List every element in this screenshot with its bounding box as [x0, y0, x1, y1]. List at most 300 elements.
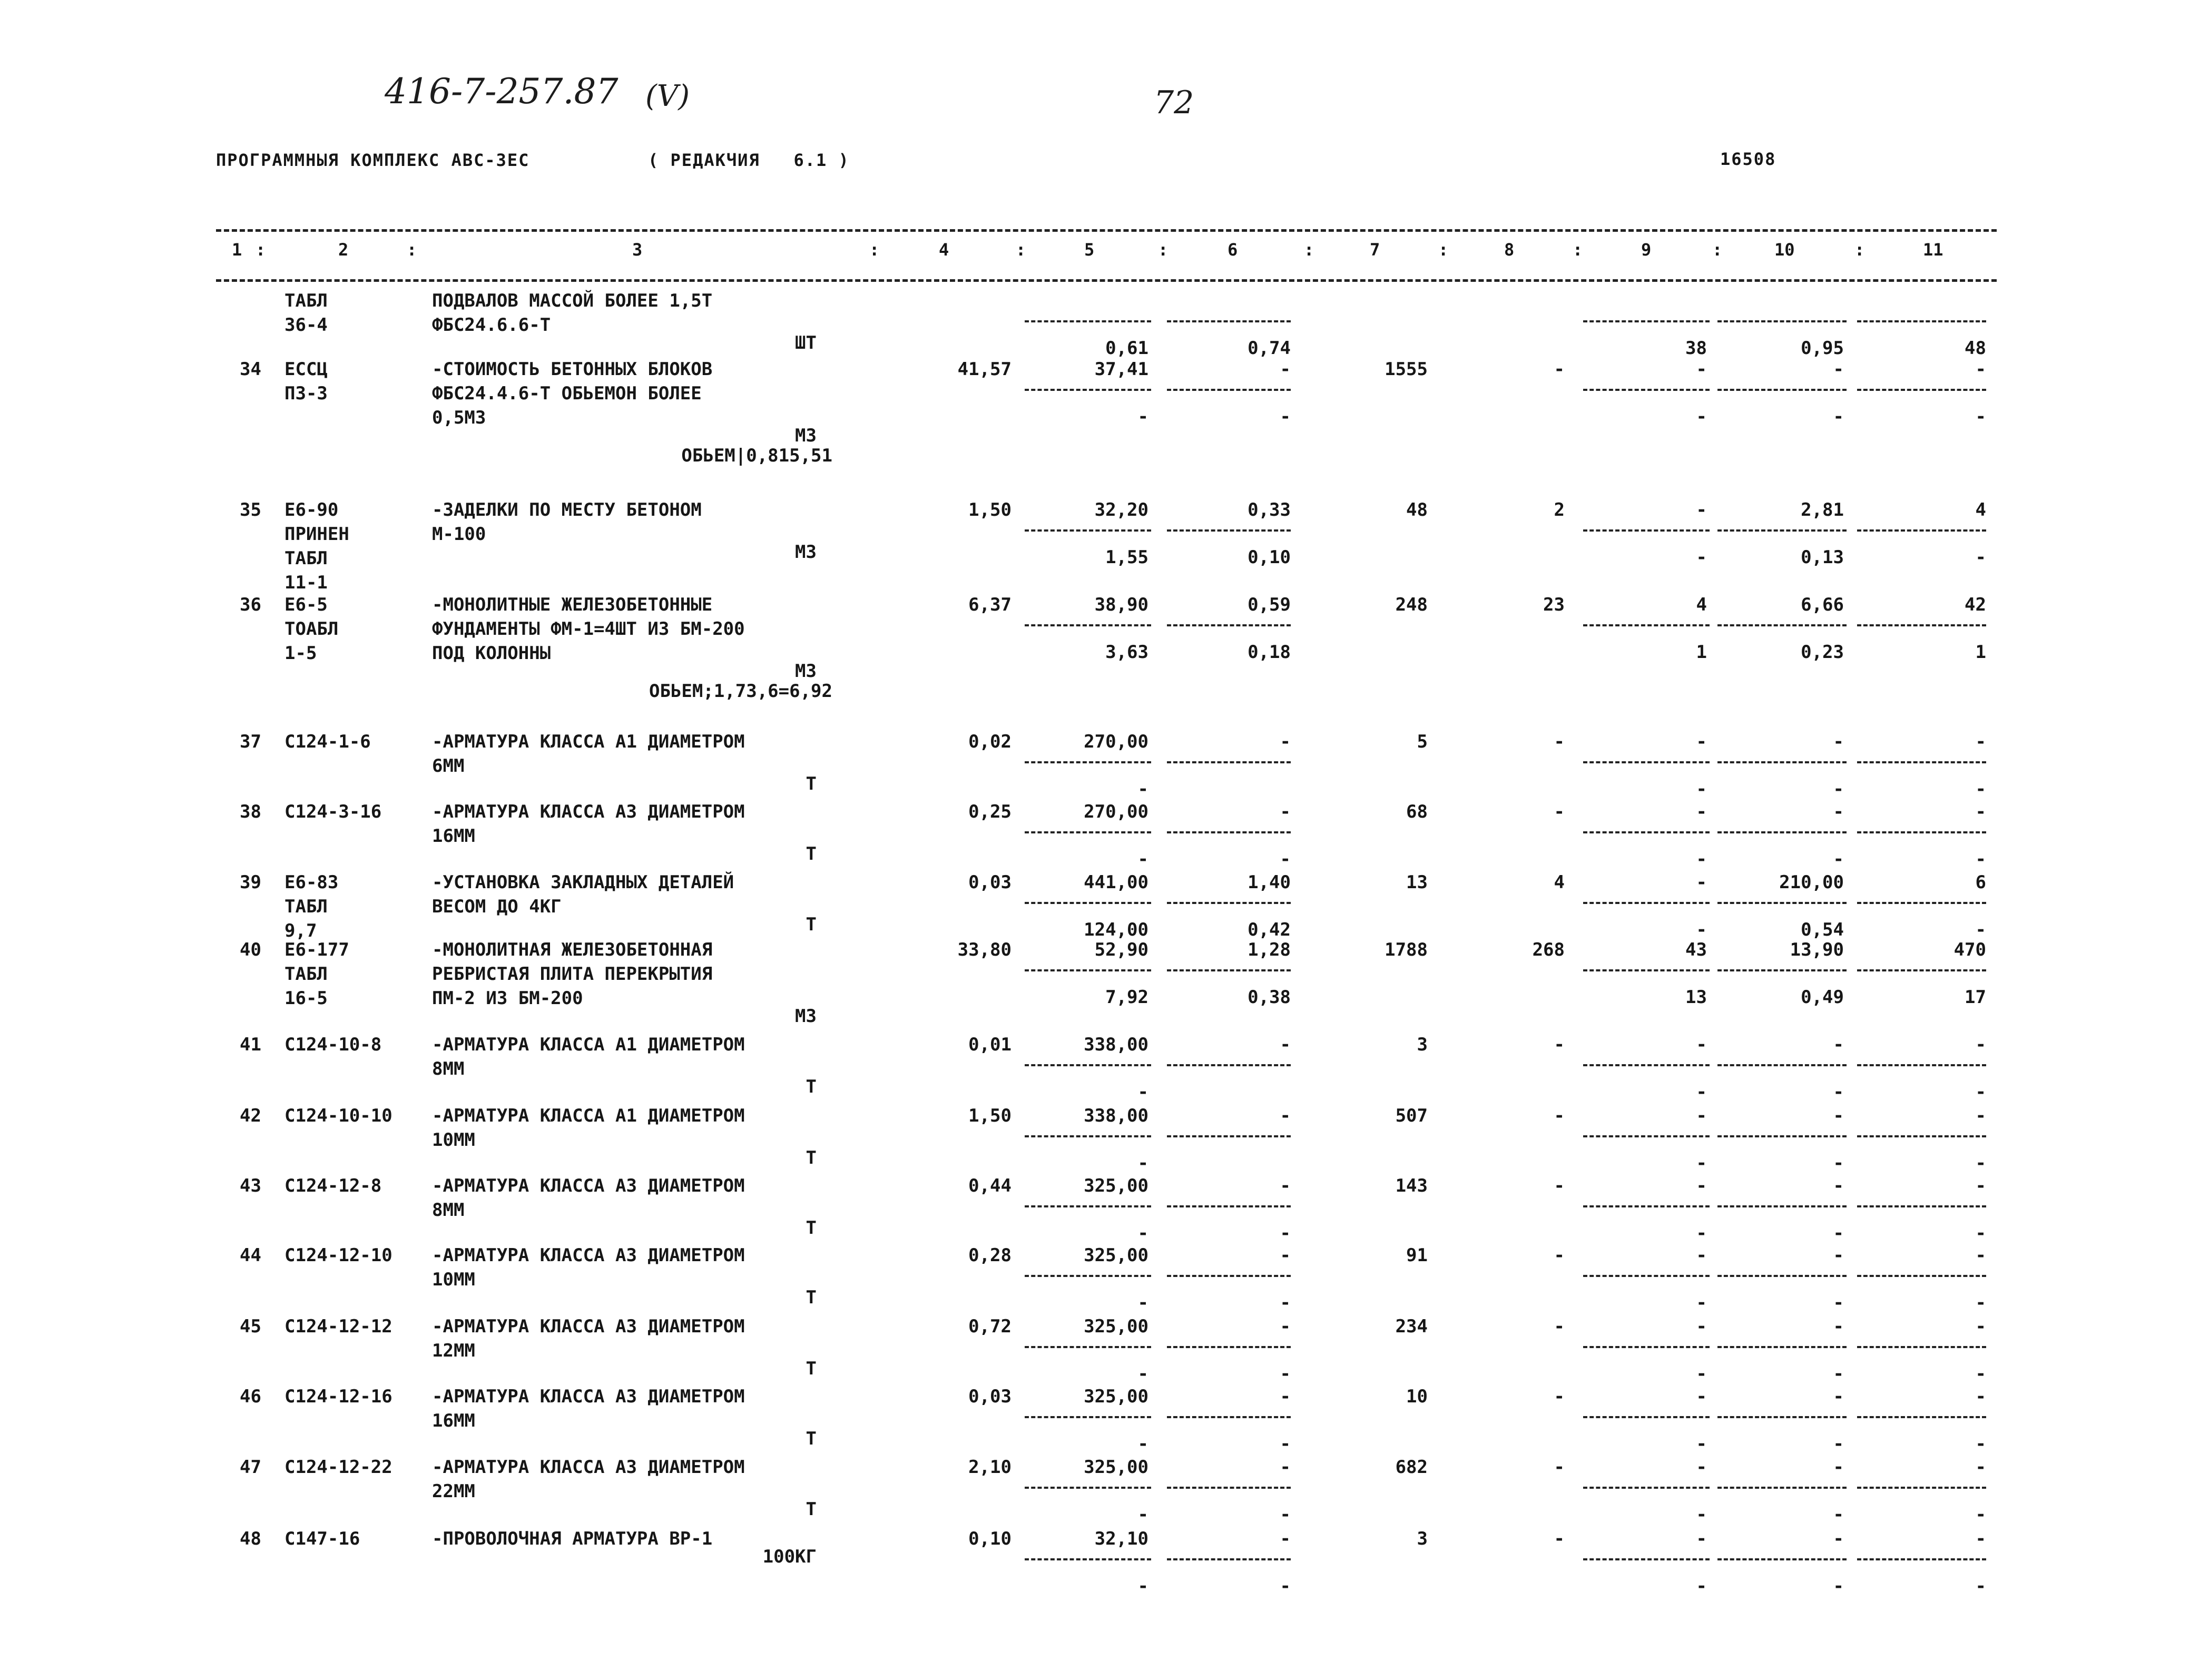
col5-separator [1025, 389, 1151, 391]
document-number: 16508 [1720, 149, 1776, 169]
col5-separator [1025, 1346, 1151, 1348]
cell-col10: - [1833, 1034, 1844, 1055]
cell-col10-sub: - [1833, 406, 1844, 427]
column-numbers: 1 : 2 : 3 : 4 : 5 : 6 : 7 : 8 : 9 : 10 : 11 [232, 240, 1943, 260]
cell-col7: 682 [1395, 1457, 1428, 1478]
row-description: 8ММ [432, 1200, 465, 1221]
col9-separator [1583, 1416, 1710, 1418]
cell-col9: - [1696, 731, 1707, 752]
row-description: -ПРОВОЛОЧНАЯ АРМАТУРА ВР-1 [432, 1528, 713, 1549]
cell-col10: 2,81 [1801, 499, 1844, 520]
col11-separator [1857, 1275, 1986, 1277]
row-description: -АРМАТУРА КЛАССА А1 ДИАМЕТРОМ [432, 731, 745, 752]
col9-separator [1583, 761, 1710, 763]
row-unit: Т [806, 1358, 817, 1379]
col6-separator [1167, 1416, 1291, 1418]
row-number: 48 [240, 1528, 261, 1549]
cell-col5: 270,00 [1084, 801, 1148, 822]
page-number: 72 [1154, 84, 1194, 121]
cell-col4: 33,80 [957, 939, 1012, 960]
cell-col8: - [1554, 359, 1565, 380]
col9-separator [1583, 902, 1710, 904]
row-code: С124-1-6 [284, 731, 371, 752]
row-description: -АРМАТУРА КЛАССА А3 ДИАМЕТРОМ [432, 1245, 745, 1266]
col11-separator [1857, 831, 1986, 833]
cell-col7: 248 [1395, 594, 1428, 615]
col5-separator [1025, 1275, 1151, 1277]
col5-separator [1025, 529, 1151, 532]
cell-col9-sub: 38 [1685, 338, 1707, 359]
col9-separator [1583, 389, 1710, 391]
col11-separator [1857, 1205, 1986, 1207]
cell-col9: 4 [1696, 594, 1707, 615]
cell-col10-sub: 0,13 [1801, 547, 1844, 568]
cell-col11: - [1975, 731, 1986, 752]
cell-col9-sub: - [1696, 779, 1707, 800]
cell-col5: 325,00 [1084, 1457, 1148, 1478]
row-number: 35 [240, 499, 261, 520]
cell-col8: - [1554, 731, 1565, 752]
cell-col10-sub: - [1833, 1082, 1844, 1103]
row-code: Е6-83 [284, 872, 339, 893]
row-unit: Т [806, 773, 817, 794]
row-description: ПМ-2 ИЗ БМ-200 [432, 988, 583, 1009]
row-unit: М3 [795, 425, 817, 446]
cell-col7: 234 [1395, 1316, 1428, 1337]
col9-separator [1583, 1135, 1710, 1137]
row-code: С124-12-8 [284, 1175, 382, 1196]
row-unit: Т [806, 1287, 817, 1308]
cell-col9: - [1696, 1034, 1707, 1055]
col6-separator [1167, 1346, 1291, 1348]
col10-separator [1717, 389, 1847, 391]
row-description: 16ММ [432, 826, 475, 847]
col6-separator [1167, 320, 1291, 322]
col6-separator [1167, 389, 1291, 391]
row-code: ТАБЛ [284, 964, 328, 985]
col9-separator [1583, 1487, 1710, 1489]
cell-col9: - [1696, 1316, 1707, 1337]
cell-col10-sub: - [1833, 1504, 1844, 1525]
cell-col7: 10 [1406, 1386, 1428, 1407]
cell-col5-sub: - [1137, 1223, 1148, 1244]
cell-col7: 68 [1406, 801, 1428, 822]
cell-col4: 0,25 [968, 801, 1012, 822]
row-code: Е6-5 [284, 594, 328, 615]
cell-col11-sub: - [1975, 919, 1986, 940]
row-code: ТОАБЛ [284, 618, 339, 640]
cell-col8: 23 [1543, 594, 1565, 615]
cell-col11-sub: 48 [1965, 338, 1986, 359]
cell-col6: - [1280, 1457, 1291, 1478]
cell-col5-sub: - [1137, 1433, 1148, 1455]
col11-separator [1857, 902, 1986, 904]
cell-col5-sub: 1,55 [1105, 547, 1148, 568]
cell-col9-sub: - [1696, 1153, 1707, 1174]
cell-col9-sub: - [1696, 1082, 1707, 1103]
row-unit: Т [806, 1428, 817, 1449]
col11-separator [1857, 761, 1986, 763]
col5-separator [1025, 969, 1151, 971]
row-description: 8ММ [432, 1058, 465, 1079]
header-rule-bottom [216, 279, 1997, 282]
row-description: -АРМАТУРА КЛАССА А1 ДИАМЕТРОМ [432, 1105, 745, 1126]
row-description: -АРМАТУРА КЛАССА А3 ДИАМЕТРОМ [432, 1316, 745, 1337]
cell-col11-sub: - [1975, 1433, 1986, 1455]
cell-col4: 0,01 [968, 1034, 1012, 1055]
row-number: 42 [240, 1105, 261, 1126]
row-number: 43 [240, 1175, 261, 1196]
col6-separator [1167, 1205, 1291, 1207]
col10-separator [1717, 1275, 1847, 1277]
cell-col4: 0,03 [968, 1386, 1012, 1407]
column-10: 10 [1774, 240, 1795, 260]
cell-col10-sub: 0,95 [1801, 338, 1844, 359]
row-number: 47 [240, 1457, 261, 1478]
cell-col10: 210,00 [1779, 872, 1844, 893]
row-unit: М3 [795, 542, 817, 563]
cell-col4: 0,44 [968, 1175, 1012, 1196]
cell-col7: 91 [1406, 1245, 1428, 1266]
cell-col6-sub: 0,42 [1248, 919, 1291, 940]
cell-col5: 32,10 [1094, 1528, 1148, 1549]
cell-col4: 2,10 [968, 1457, 1012, 1478]
col10-separator [1717, 320, 1847, 322]
row-number: 44 [240, 1245, 261, 1266]
cell-col11: 470 [1953, 939, 1986, 960]
row-description: ПОДВАЛОВ МАССОЙ БОЛЕЕ 1,5Т [432, 290, 713, 311]
col11-separator [1857, 389, 1986, 391]
col10-separator [1717, 1135, 1847, 1137]
cell-col4: 0,10 [968, 1528, 1012, 1549]
cell-col9-sub: - [1696, 1504, 1707, 1525]
volume-mark: (V) [645, 79, 690, 113]
col6-separator [1167, 529, 1291, 532]
cell-col10: 6,66 [1801, 594, 1844, 615]
row-volume-note: ОБЬЕМ|0,815,51 [681, 445, 832, 466]
row-code: 16-5 [284, 988, 328, 1009]
cell-col6-sub: - [1280, 1433, 1291, 1455]
cell-col6: - [1280, 801, 1291, 822]
col9-separator [1583, 1346, 1710, 1348]
row-description: -МОНОЛИТНЫЕ ЖЕЛЕЗОБЕТОННЫЕ [432, 594, 713, 615]
cell-col9-sub: - [1696, 849, 1707, 870]
cell-col7: 48 [1406, 499, 1428, 520]
row-number: 36 [240, 594, 261, 615]
cell-col9: - [1696, 1457, 1707, 1478]
cell-col8: - [1554, 1034, 1565, 1055]
cell-col11: 6 [1975, 872, 1986, 893]
cell-col5-sub: 3,63 [1105, 642, 1148, 663]
row-number: 34 [240, 359, 261, 380]
cell-col6-sub: 0,74 [1248, 338, 1291, 359]
cell-col4: 6,37 [968, 594, 1012, 615]
cell-col7: 13 [1406, 872, 1428, 893]
col11-separator [1857, 1416, 1986, 1418]
col9-separator [1583, 1064, 1710, 1066]
cell-col5-sub: 0,61 [1105, 338, 1148, 359]
column-3: 3 [632, 240, 643, 260]
cell-col10: - [1833, 1316, 1844, 1337]
row-unit: Т [806, 1499, 817, 1520]
row-description: ФБС24.6.6-Т [432, 315, 551, 336]
row-number: 46 [240, 1386, 261, 1407]
cell-col11-sub: - [1975, 1223, 1986, 1244]
col10-separator [1717, 902, 1847, 904]
col5-separator [1025, 1064, 1151, 1066]
cell-col5: 325,00 [1084, 1316, 1148, 1337]
column-5: 5 [1084, 240, 1095, 260]
row-description: -СТОИМОСТЬ БЕТОННЫХ БЛОКОВ [432, 359, 713, 380]
col9-separator [1583, 320, 1710, 322]
cell-col11-sub: - [1975, 1082, 1986, 1103]
document-code: 416-7-257.87 [385, 71, 618, 112]
cell-col8: 2 [1554, 499, 1565, 520]
row-description: -АРМАТУРА КЛАССА А3 ДИАМЕТРОМ [432, 1386, 745, 1407]
cell-col4: 41,57 [957, 359, 1012, 380]
row-code: С124-10-8 [284, 1034, 382, 1055]
program-name: ПРОГРАММНЫЯ КОМПЛЕКС АВС-3ЕС [216, 150, 530, 170]
row-code: 1-5 [284, 643, 317, 664]
row-code: 36-4 [284, 315, 328, 336]
cell-col5: 325,00 [1084, 1245, 1148, 1266]
cell-col5-sub: - [1137, 1082, 1148, 1103]
cell-col10-sub: 0,23 [1801, 642, 1844, 663]
row-code: С124-12-12 [284, 1316, 392, 1337]
cell-col5: 32,20 [1094, 499, 1148, 520]
row-unit: ШТ [795, 332, 817, 353]
col6-separator [1167, 1487, 1291, 1489]
row-description: 10ММ [432, 1269, 475, 1290]
col10-separator [1717, 831, 1847, 833]
cell-col9-sub: - [1696, 1363, 1707, 1384]
row-description: РЕБРИСТАЯ ПЛИТА ПЕРЕКРЫТИЯ [432, 964, 713, 985]
col9-separator [1583, 1275, 1710, 1277]
col5-separator [1025, 1135, 1151, 1137]
cell-col7: 3 [1417, 1034, 1428, 1055]
cell-col11-sub: - [1975, 1504, 1986, 1525]
row-code: С124-12-16 [284, 1386, 392, 1407]
cell-col6-sub: - [1280, 1292, 1291, 1313]
col9-separator [1583, 1558, 1710, 1560]
cell-col9: - [1696, 872, 1707, 893]
cell-col11-sub: - [1975, 779, 1986, 800]
cell-col6: - [1280, 1105, 1291, 1126]
cell-col6: - [1280, 731, 1291, 752]
column-8: 8 [1504, 240, 1515, 260]
cell-col5: 37,41 [1094, 359, 1148, 380]
cell-col5-sub: - [1137, 1576, 1148, 1597]
cell-col9: - [1696, 359, 1707, 380]
cell-col8: - [1554, 1105, 1565, 1126]
cell-col6: 0,59 [1248, 594, 1291, 615]
col5-separator [1025, 761, 1151, 763]
row-number: 38 [240, 801, 261, 822]
column-9: 9 [1641, 240, 1652, 260]
cell-col10: - [1833, 801, 1844, 822]
cell-col6: - [1280, 1175, 1291, 1196]
cell-col9-sub: 13 [1685, 987, 1707, 1008]
cell-col9-sub: - [1696, 919, 1707, 940]
row-description: 6ММ [432, 755, 465, 777]
cell-col11: - [1975, 1457, 1986, 1478]
cell-col6: - [1280, 1245, 1291, 1266]
cell-col5: 338,00 [1084, 1034, 1148, 1055]
row-code: 11-1 [284, 572, 328, 593]
col11-separator [1857, 1558, 1986, 1560]
cell-col5-sub: - [1137, 1363, 1148, 1384]
col11-separator [1857, 1135, 1986, 1137]
row-number: 37 [240, 731, 261, 752]
cell-col7: 1555 [1385, 359, 1428, 380]
row-description: 22ММ [432, 1481, 475, 1502]
cell-col5-sub: - [1137, 406, 1148, 427]
cell-col11: - [1975, 1528, 1986, 1549]
row-unit: М3 [795, 661, 817, 682]
cell-col11: - [1975, 1175, 1986, 1196]
cell-col6: - [1280, 1034, 1291, 1055]
col6-separator [1167, 969, 1291, 971]
col11-separator [1857, 624, 1986, 626]
cell-col4: 1,50 [968, 499, 1012, 520]
cell-col11: 4 [1975, 499, 1986, 520]
col9-separator [1583, 831, 1710, 833]
cell-col7: 5 [1417, 731, 1428, 752]
cell-col5-sub: - [1137, 1153, 1148, 1174]
cell-col10-sub: - [1833, 779, 1844, 800]
row-description: 0,5М3 [432, 407, 486, 428]
cell-col6: - [1280, 1316, 1291, 1337]
col6-separator [1167, 761, 1291, 763]
row-description: -АРМАТУРА КЛАССА А3 ДИАМЕТРОМ [432, 1457, 745, 1478]
cell-col11-sub: - [1975, 1363, 1986, 1384]
cell-col7: 3 [1417, 1528, 1428, 1549]
column-7: 7 [1370, 240, 1380, 260]
cell-col7: 507 [1395, 1105, 1428, 1126]
column-1: 1 [232, 240, 242, 260]
cell-col11-sub: - [1975, 547, 1986, 568]
row-number: 40 [240, 939, 261, 960]
cell-col9-sub: - [1696, 547, 1707, 568]
col9-separator [1583, 624, 1710, 626]
col10-separator [1717, 1416, 1847, 1418]
cell-col8: - [1554, 1316, 1565, 1337]
col10-separator [1717, 1487, 1847, 1489]
col6-separator [1167, 902, 1291, 904]
col10-separator [1717, 1558, 1847, 1560]
cell-col11-sub: - [1975, 1292, 1986, 1313]
row-number: 39 [240, 872, 261, 893]
row-code: ПРИНЕН [284, 524, 349, 545]
row-description: -МОНОЛИТНАЯ ЖЕЛЕЗОБЕТОННАЯ [432, 939, 713, 960]
cell-col5-sub: - [1137, 1292, 1148, 1313]
cell-col11: - [1975, 359, 1986, 380]
cell-col6-sub: 0,10 [1248, 547, 1291, 568]
cell-col9-sub: - [1696, 1292, 1707, 1313]
row-code: С124-12-10 [284, 1245, 392, 1266]
cell-col6: 1,28 [1248, 939, 1291, 960]
col10-separator [1717, 969, 1847, 971]
row-description: 16ММ [432, 1410, 475, 1431]
cell-col10: - [1833, 1457, 1844, 1478]
program-edition: ( РЕДАКЧИЯ 6.1 ) [648, 150, 850, 170]
cell-col11: - [1975, 1034, 1986, 1055]
col10-separator [1717, 1205, 1847, 1207]
cell-col8: - [1554, 1457, 1565, 1478]
row-description: ФУНДАМЕНТЫ ФМ-1=4ШТ ИЗ БМ-200 [432, 618, 745, 640]
col10-separator [1717, 761, 1847, 763]
cell-col4: 1,50 [968, 1105, 1012, 1126]
row-code: ТАБЛ [284, 290, 328, 311]
row-description: ВЕСОМ ДО 4КГ [432, 896, 562, 917]
cell-col9-sub: 1 [1696, 642, 1707, 663]
cell-col9-sub: - [1696, 1433, 1707, 1455]
col9-separator [1583, 1205, 1710, 1207]
row-description: ФБС24.4.6-Т ОБЬЕМОН БОЛЕЕ [432, 383, 702, 404]
row-code: Е6-177 [284, 939, 349, 960]
cell-col5-sub: 124,00 [1084, 919, 1148, 940]
row-code: С124-10-10 [284, 1105, 392, 1126]
row-description: -УСТАНОВКА ЗАКЛАДНЫХ ДЕТАЛЕЙ [432, 872, 734, 893]
cell-col8: 4 [1554, 872, 1565, 893]
cell-col5: 338,00 [1084, 1105, 1148, 1126]
col5-separator [1025, 1416, 1151, 1418]
cell-col9: - [1696, 499, 1707, 520]
cell-col11-sub: - [1975, 1153, 1986, 1174]
row-description: ПОД КОЛОННЫ [432, 643, 551, 664]
cell-col10: - [1833, 1386, 1844, 1407]
cell-col9-sub: - [1696, 1223, 1707, 1244]
cell-col5-sub: 7,92 [1105, 987, 1148, 1008]
col11-separator [1857, 1346, 1986, 1348]
header-rule-top [216, 229, 1997, 232]
cell-col9: - [1696, 1245, 1707, 1266]
row-code: ТАБЛ [284, 896, 328, 917]
row-description: -АРМАТУРА КЛАССА А3 ДИАМЕТРОМ [432, 1175, 745, 1196]
col11-separator [1857, 1487, 1986, 1489]
cell-col5-sub: - [1137, 779, 1148, 800]
col11-separator [1857, 320, 1986, 322]
cell-col9-sub: - [1696, 406, 1707, 427]
cell-col8: - [1554, 1528, 1565, 1549]
cell-col5: 325,00 [1084, 1386, 1148, 1407]
row-code: Е6-90 [284, 499, 339, 520]
col5-separator [1025, 320, 1151, 322]
cell-col10: - [1833, 1175, 1844, 1196]
cell-col5-sub: - [1137, 1504, 1148, 1525]
cell-col5: 270,00 [1084, 731, 1148, 752]
cell-col10: 13,90 [1790, 939, 1844, 960]
cell-col11-sub: - [1975, 406, 1986, 427]
cell-col11: - [1975, 801, 1986, 822]
cell-col5: 441,00 [1084, 872, 1148, 893]
col11-separator [1857, 969, 1986, 971]
column-11: 11 [1923, 240, 1943, 260]
cell-col10-sub: - [1833, 849, 1844, 870]
column-4: 4 [939, 240, 949, 260]
col6-separator [1167, 624, 1291, 626]
cell-col6-sub: - [1280, 1576, 1291, 1597]
cell-col5: 52,90 [1094, 939, 1148, 960]
col10-separator [1717, 624, 1847, 626]
cell-col10-sub: - [1833, 1363, 1844, 1384]
cell-col6-sub: - [1280, 849, 1291, 870]
cell-col11: 42 [1965, 594, 1986, 615]
col6-separator [1167, 1558, 1291, 1560]
row-description: -АРМАТУРА КЛАССА А3 ДИАМЕТРОМ [432, 801, 745, 822]
col10-separator [1717, 529, 1847, 532]
cell-col9: - [1696, 801, 1707, 822]
